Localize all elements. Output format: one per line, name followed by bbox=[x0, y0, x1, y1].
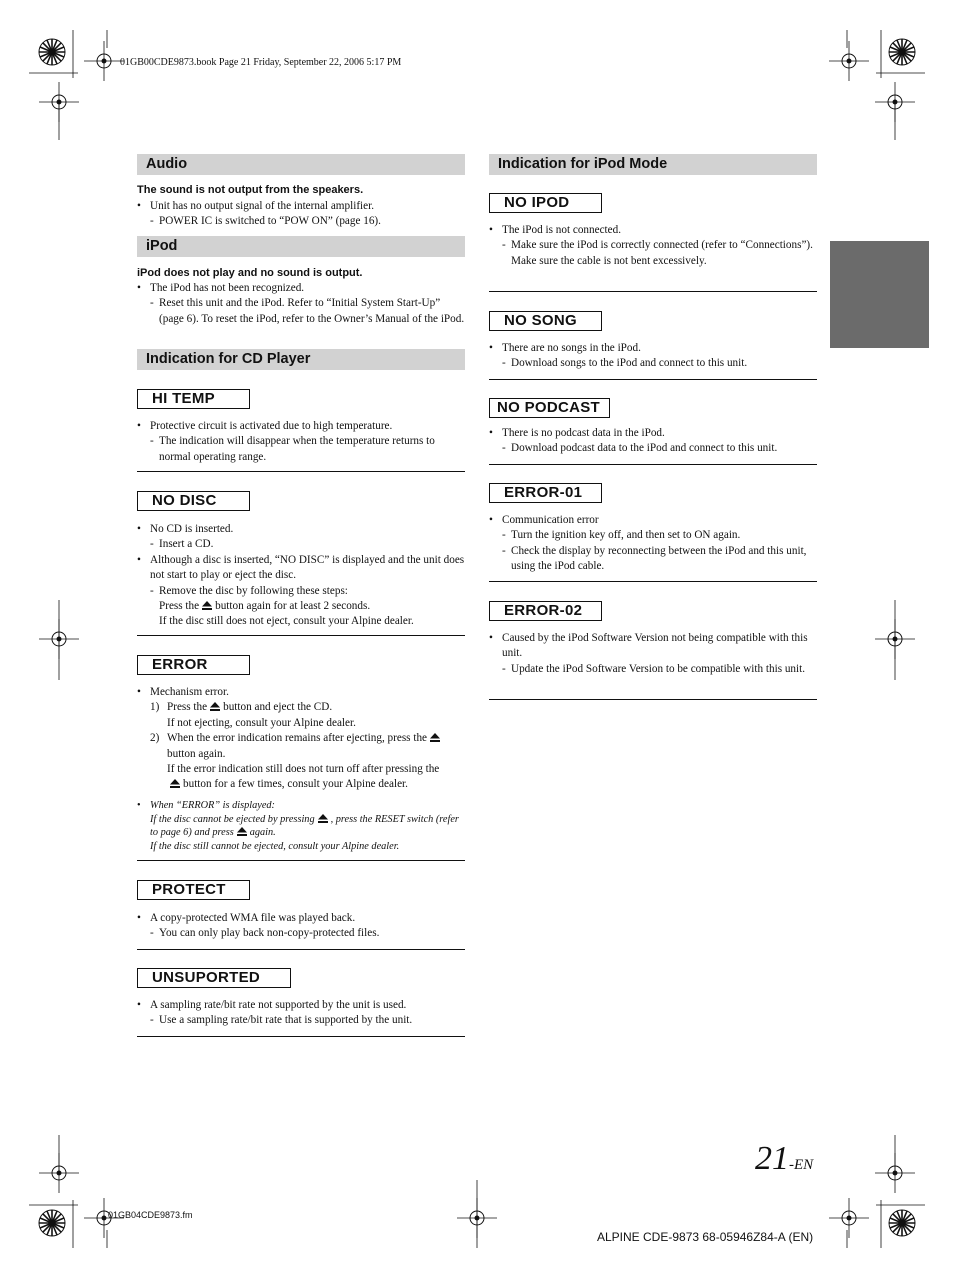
list-item: If not ejecting, consult your Alpine dealer. bbox=[167, 716, 356, 729]
ipod-text bbox=[137, 281, 465, 327]
list-item: • There are no songs in the iPod. bbox=[489, 341, 817, 356]
list-item: • Although a disc is inserted, “NO DISC” is displayed and the unit does not start to play or eject the disc. bbox=[137, 553, 465, 584]
error-note bbox=[137, 799, 465, 854]
footer-brand-line: ALPINE CDE-9873 68-05946Z84-A (EN) bbox=[597, 1230, 814, 1244]
list-item: • Mechanism error. bbox=[137, 685, 465, 700]
problem-heading-audio: The sound is not output from the speakers. bbox=[137, 184, 364, 196]
indicator-error: ERROR bbox=[137, 655, 250, 675]
section-title-ipod: iPod bbox=[137, 236, 465, 257]
divider bbox=[489, 581, 817, 582]
divider bbox=[137, 471, 465, 472]
section-title-cd-player: Indication for CD Player bbox=[137, 349, 465, 370]
indicator-error-02: ERROR-02 bbox=[489, 601, 602, 621]
divider bbox=[489, 464, 817, 465]
indicator-no-ipod: NO IPOD bbox=[489, 193, 602, 213]
audio-text bbox=[137, 199, 465, 230]
list-item: - You can only play back non-copy-protected files. bbox=[137, 926, 465, 941]
no-disc-text bbox=[137, 522, 465, 630]
footer-file-name: 01GB04CDE9873.fm bbox=[108, 1210, 193, 1220]
list-item: • Protective circuit is activated due to high temperature. bbox=[137, 419, 465, 434]
section-side-tab bbox=[830, 241, 929, 348]
list-item: Make sure the cable is not bent excessively. bbox=[511, 254, 707, 267]
list-item: - Update the iPod Software Version to be compatible with this unit. bbox=[489, 662, 817, 677]
indicator-error-01: ERROR-01 bbox=[489, 483, 602, 503]
list-item: 2) When the error indication remains after ejecting, press thebutton again. bbox=[137, 731, 465, 762]
hi-temp-text bbox=[137, 419, 465, 465]
list-item: 1) Press the button and eject the CD. bbox=[150, 701, 333, 714]
divider bbox=[137, 860, 465, 861]
list-item: - Use a sampling rate/bit rate that is supported by the unit. bbox=[137, 1013, 465, 1028]
list-item: - Check the display by reconnecting between the iPod and this unit, using the iPod cable. bbox=[489, 544, 817, 575]
no-song-text bbox=[489, 341, 817, 372]
error-01-text bbox=[489, 513, 817, 575]
list-item: Press the button again for at least 2 seconds. bbox=[159, 600, 371, 613]
list-item: - Turn the ignition key off, and then set to ON again. bbox=[489, 528, 817, 543]
list-item: - Reset this unit and the iPod. Refer to “Initial System Start-Up” (page 6). To reset the iPod, refer to the Owner’s Manual of the iPod. bbox=[137, 296, 465, 327]
list-item: If the error indication still does not turn off after pressing the bbox=[167, 763, 440, 776]
divider bbox=[137, 635, 465, 636]
note-line: If the disc cannot be ejected by pressing , press the RESET switch (refer to page 6) and press again. bbox=[150, 813, 459, 839]
list-item: • There is no podcast data in the iPod. bbox=[489, 426, 817, 441]
indicator-no-disc: NO DISC bbox=[137, 491, 250, 511]
list-item: If the disc still does not eject, consult your Alpine dealer. bbox=[159, 615, 414, 628]
unsuported-text bbox=[137, 998, 465, 1029]
indicator-hi-temp: HI TEMP bbox=[137, 389, 250, 409]
indicator-unsuported: UNSUPORTED bbox=[137, 968, 291, 988]
problem-heading-ipod: iPod does not play and no sound is output. bbox=[137, 267, 363, 279]
no-ipod-text bbox=[489, 223, 817, 269]
list-item: - POWER IC is switched to “POW ON” (page 16). bbox=[137, 214, 465, 229]
divider bbox=[137, 1036, 465, 1037]
print-file-header: 01GB00CDE9873.book Page 21 Friday, September 22, 2006 5:17 PM bbox=[120, 57, 402, 68]
list-item: - The indication will disappear when the temperature returns to normal operating range. bbox=[137, 434, 465, 465]
list-item: - Download podcast data to the iPod and connect to this unit. bbox=[489, 441, 817, 456]
divider bbox=[489, 699, 817, 700]
eject-icon bbox=[202, 601, 212, 610]
indicator-protect: PROTECT bbox=[137, 880, 250, 900]
list-item: • Unit has no output signal of the internal amplifier. bbox=[137, 199, 465, 214]
list-item: • A sampling rate/bit rate not supported by the unit is used. bbox=[137, 998, 465, 1013]
error-text bbox=[137, 685, 465, 793]
list-item: • The iPod is not connected. bbox=[489, 223, 817, 238]
eject-icon bbox=[210, 702, 220, 711]
error-02-text bbox=[489, 631, 817, 677]
eject-icon bbox=[318, 814, 328, 823]
list-item: - Insert a CD. bbox=[137, 537, 465, 552]
list-item: button for a few times, consult your Alpine dealer. bbox=[137, 777, 465, 792]
section-title-ipod-mode: Indication for iPod Mode bbox=[489, 154, 817, 175]
eject-icon bbox=[430, 733, 440, 742]
no-podcast-text bbox=[489, 426, 817, 457]
page-number: 21-EN bbox=[755, 1140, 814, 1177]
indicator-no-song: NO SONG bbox=[489, 311, 602, 331]
list-item: • No CD is inserted. bbox=[137, 522, 465, 537]
note-heading: • When “ERROR” is displayed: bbox=[137, 799, 465, 813]
list-item: - Remove the disc by following these steps: bbox=[137, 584, 465, 599]
divider bbox=[489, 291, 817, 292]
divider bbox=[137, 949, 465, 950]
list-item: - Make sure the iPod is correctly connected (refer to “Connections”). bbox=[489, 238, 817, 253]
indicator-no-podcast: NO PODCAST bbox=[489, 398, 610, 418]
note-line: If the disc still cannot be ejected, consult your Alpine dealer. bbox=[150, 841, 400, 853]
list-item: • The iPod has not been recognized. bbox=[137, 281, 465, 296]
eject-icon bbox=[237, 827, 247, 836]
list-item: - Download songs to the iPod and connect to this unit. bbox=[489, 356, 817, 371]
section-title-audio: Audio bbox=[137, 154, 465, 175]
list-item: • Caused by the iPod Software Version not being compatible with this unit. bbox=[489, 631, 817, 662]
divider bbox=[489, 379, 817, 380]
eject-icon bbox=[170, 779, 180, 788]
list-item: • Communication error bbox=[489, 513, 817, 528]
protect-text bbox=[137, 911, 465, 942]
list-item: • A copy-protected WMA file was played back. bbox=[137, 911, 465, 926]
